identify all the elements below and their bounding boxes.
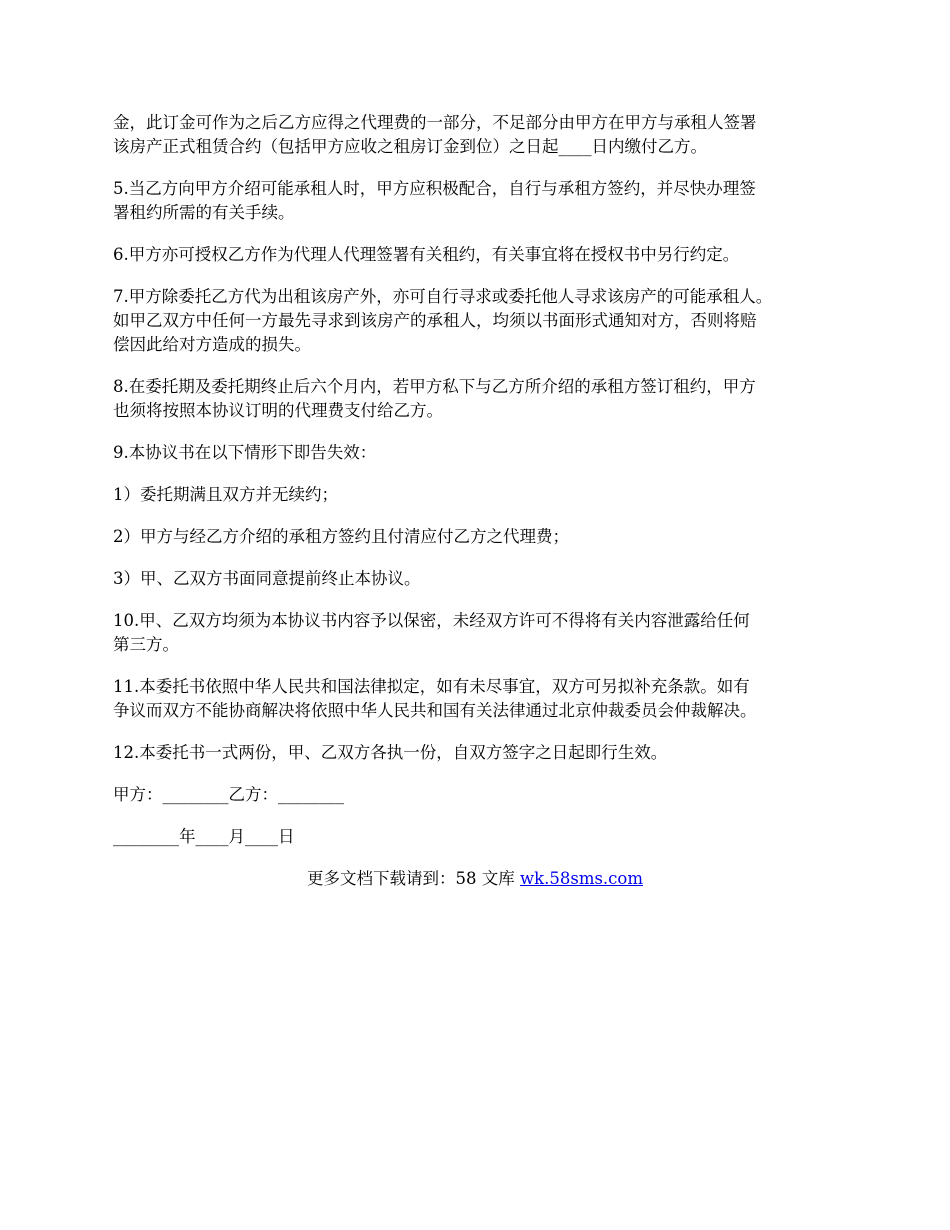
paragraph-line: 8.在委托期及委托期终止后六个月内，若甲方私下与乙方所介绍的承租方签订租约，甲方 xyxy=(113,377,756,396)
paragraph-list xyxy=(113,111,838,849)
paragraph-line: 11.本委托书依照中华人民共和国法律拟定，如有未尽事宜，双方可另拟补充条款。如有 xyxy=(113,677,750,696)
paragraph-line: ________年____月____日 xyxy=(113,827,295,846)
paragraph-para-6 xyxy=(113,243,838,267)
paragraph-line: 甲方：________乙方：________ xyxy=(113,785,344,804)
paragraph-line: 1）委托期满且双方并无续约； xyxy=(113,485,338,504)
paragraph-signature xyxy=(113,783,838,807)
paragraph-line: 9.本协议书在以下情形下即告失效： xyxy=(113,443,377,462)
paragraph-line: 10.甲、乙双方均须为本协议书内容予以保密，未经双方许可不得将有关内容泄露给任何 xyxy=(113,611,750,630)
paragraph-line: 该房产正式租赁合约（包括甲方应收之租房订金到位）之日起____日内缴付乙方。 xyxy=(113,137,707,156)
footer-link[interactable]: wk.58sms.com xyxy=(519,869,643,888)
paragraph-line: 也须将按照本协议订明的代理费支付给乙方。 xyxy=(113,401,443,420)
paragraph-line: 偿因此给对方造成的损失。 xyxy=(113,335,311,354)
paragraph-para-9-3 xyxy=(113,567,838,591)
paragraph-line: 如甲乙双方中任何一方最先寻求到该房产的承租人，均须以书面形式通知对方，否则将赔 xyxy=(113,311,757,330)
paragraph-para-12 xyxy=(113,741,838,765)
paragraph-para-4-cont xyxy=(113,111,838,159)
paragraph-line: 争议而双方不能协商解决将依照中华人民共和国有关法律通过北京仲裁委员会仲裁解决。 xyxy=(113,701,757,720)
paragraph-para-9-2 xyxy=(113,525,838,549)
paragraph-line: 3）甲、乙双方书面同意提前终止本协议。 xyxy=(113,569,421,588)
paragraph-line: 金，此订金可作为之后乙方应得之代理费的一部分，不足部分由甲方在甲方与承租人签署 xyxy=(113,113,757,132)
paragraph-para-10 xyxy=(113,609,838,657)
paragraph-para-5 xyxy=(113,177,838,225)
paragraph-line: 6.甲方亦可授权乙方作为代理人代理签署有关租约，有关事宜将在授权书中另行约定。 xyxy=(113,245,740,264)
document-body xyxy=(113,111,838,891)
paragraph-date xyxy=(113,825,838,849)
paragraph-para-11 xyxy=(113,675,838,723)
paragraph-line: 12.本委托书一式两份，甲、乙双方各执一份，自双方签字之日起即行生效。 xyxy=(113,743,668,762)
footer xyxy=(0,867,950,891)
paragraph-para-9-1 xyxy=(113,483,838,507)
footer-prefix: 更多文档下载请到：58 文库 xyxy=(306,869,520,888)
paragraph-para-9 xyxy=(113,441,838,465)
paragraph-line: 第三方。 xyxy=(113,635,179,654)
paragraph-line: 5.当乙方向甲方介绍可能承租人时，甲方应积极配合，自行与承租方签约，并尽快办理签 xyxy=(113,179,756,198)
paragraph-para-8 xyxy=(113,375,838,423)
paragraph-line: 2）甲方与经乙方介绍的承租方签约且付清应付乙方之代理费； xyxy=(113,527,569,546)
paragraph-line: 署租约所需的有关手续。 xyxy=(113,203,295,222)
paragraph-para-7 xyxy=(113,285,838,357)
paragraph-line: 7.甲方除委托乙方代为出租该房产外，亦可自行寻求或委托他人寻求该房产的可能承租人。 xyxy=(113,287,773,306)
